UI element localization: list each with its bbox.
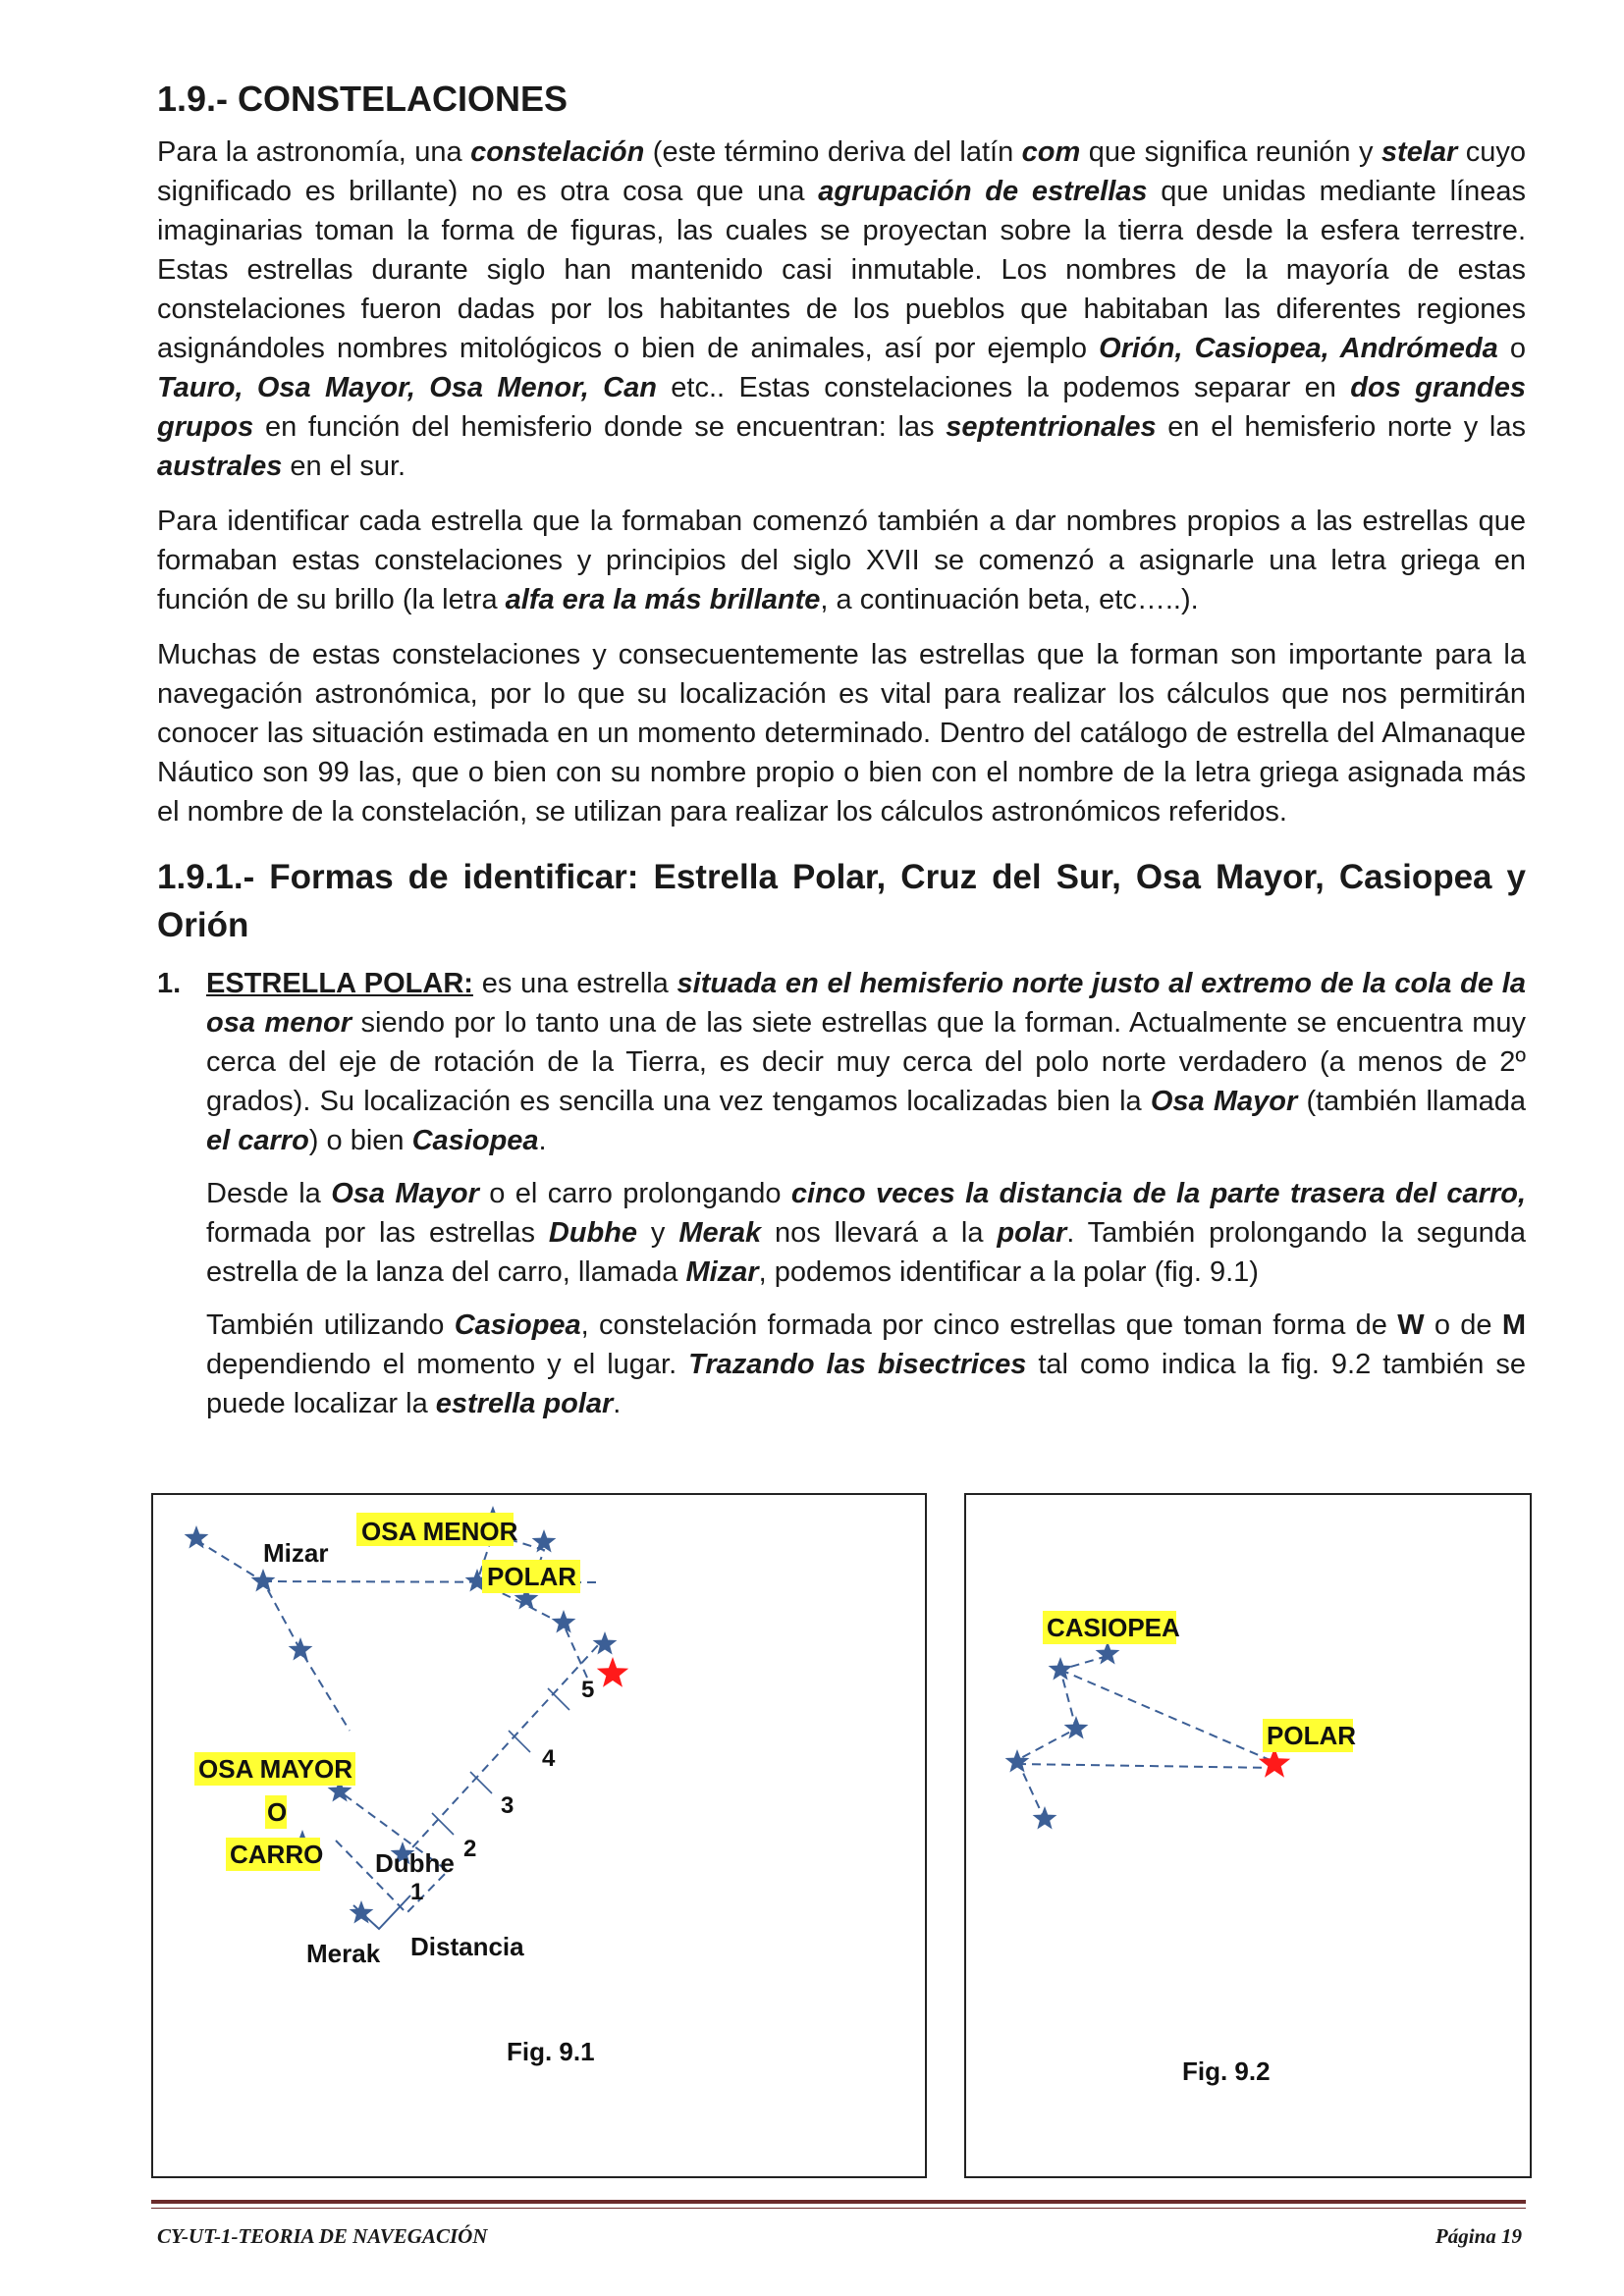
star-field <box>1005 1641 1291 1830</box>
text-run: Casiopea <box>454 1309 581 1342</box>
text-run: tal como indica la fig. 9.2 también se puede localizar la <box>206 1349 1526 1420</box>
figure-caption: Fig. 9.1 <box>507 2037 595 2066</box>
footer-page-number: Página 19 <box>1435 2224 1522 2248</box>
text-run: o de <box>1424 1309 1502 1342</box>
text-run: polar <box>997 1217 1067 1250</box>
text-run: Para identificar cada estrella que la formaban comenzó también a dar nombres propios a las estrellas que formaban estas constelaciones y principios del siglo XVII se comenzó a asignarle una letra griega en función de su brillo (la letra <box>157 505 1526 615</box>
text-run: constelación <box>470 135 645 168</box>
paragraph-osa-mayor <box>206 1174 1526 1292</box>
footer-rule <box>151 2200 1526 2204</box>
star-icon <box>1064 1716 1089 1739</box>
text-run: W <box>1397 1309 1425 1342</box>
casiopea-label: CASIOPEA <box>1047 1613 1180 1642</box>
text-run: Para la astronomía, una <box>157 135 471 168</box>
star-icon <box>593 1631 618 1655</box>
o-label: O <box>267 1797 288 1827</box>
footer-course-title: CY-UT-1-TEORIA DE NAVEGACIÓN <box>157 2224 488 2248</box>
figure-9-1 <box>151 1493 927 2178</box>
text-run: nos llevará a la <box>761 1217 998 1250</box>
text-run: (este término deriva del latín <box>644 135 1022 168</box>
text-run: . <box>538 1125 547 1157</box>
text-run: Casiopea <box>411 1125 539 1157</box>
osa-menor-label: OSA MENOR <box>361 1517 518 1546</box>
text-run: . <box>613 1388 622 1420</box>
text-run: en función del hemisferio donde se encuentran: las <box>253 410 947 443</box>
text-run: ) o bien <box>308 1125 412 1157</box>
osa-mayor-line <box>196 1540 350 1731</box>
star-icon <box>1033 1806 1057 1830</box>
text-run: australes <box>157 450 283 482</box>
text-run: alfa era la más brillante <box>505 583 821 615</box>
text-run: Osa Mayor <box>331 1178 479 1210</box>
text-run: formada por las estrellas <box>206 1217 549 1250</box>
bisector-line-2 <box>1017 1764 1274 1768</box>
text-run: agrupación de estrellas <box>818 175 1148 207</box>
text-run: cinco veces la distancia de la parte trasera del carro, <box>790 1178 1527 1210</box>
text-run: situada en el hemisferio norte justo al extremo de la cola de la osa menor <box>206 968 1526 1040</box>
mizar-star-icon <box>251 1569 276 1592</box>
text-run: Mizar <box>685 1256 759 1289</box>
paragraph-navigation: Muchas de estas constelaciones y consecuentemente las estrellas que la forman son importante para la navegación astronómica, por lo que su localización es vital para realizar los cálculos que nos permitirán conocer las situación estimada en un momento determinado. Dentro del catálogo de estrella del Almanaque Náutico son 99 las, que o bien con su nombre propio o bien con el nombre de la letra griega asignada más el nombre de la constelación, se utilizan para realizar los cálculos astronómicos referidos. <box>157 638 1526 828</box>
text-run: o <box>1497 332 1526 364</box>
polar-star-icon <box>597 1657 628 1687</box>
text-run: es una estrella <box>472 968 677 1000</box>
osa-mayor-label: OSA MAYOR <box>198 1754 352 1784</box>
tick-mark <box>470 1772 492 1793</box>
text-run: . También prolongando la segunda estrella de la lanza del carro, llamada <box>206 1217 1527 1289</box>
text-run: en el hemisferio norte y las <box>1156 410 1526 443</box>
mark-label-3: 3 <box>501 1792 514 1819</box>
tick-mark <box>548 1688 569 1710</box>
text-run: o el carro prolongando <box>478 1178 791 1210</box>
text-run: , constelación formada por cinco estrellas que toman forma de <box>580 1309 1398 1342</box>
constellation-lines <box>1017 1656 1274 1820</box>
text-run: , a continuación beta, etc…..). <box>820 583 1199 615</box>
text-run: el carro <box>206 1125 309 1157</box>
figure-9-1-drawing <box>153 1495 925 2176</box>
text-run: Desde la <box>206 1178 332 1210</box>
paragraph-naming <box>157 502 1526 619</box>
paragraph-casiopea <box>206 1306 1526 1423</box>
polar-label: POLAR <box>1267 1721 1356 1750</box>
text-run: etc.. Estas constelaciones la podemos separar en <box>656 371 1351 403</box>
polar-label: POLAR <box>487 1562 576 1591</box>
mark-label-4: 4 <box>542 1745 556 1772</box>
star-icon <box>552 1610 576 1633</box>
figure-caption: Fig. 9.2 <box>1182 2056 1271 2086</box>
casiopea-line <box>1017 1656 1108 1820</box>
distancia-label: Distancia <box>410 1932 524 1961</box>
numbered-list <box>157 964 1526 1423</box>
text-run: También utilizando <box>206 1309 455 1342</box>
figure-9-2-drawing <box>966 1495 1530 2176</box>
mark-label-1: 1 <box>410 1879 424 1905</box>
dubhe-polar-line <box>403 1644 599 1858</box>
text-run: Dubhe <box>548 1217 638 1250</box>
main-content <box>157 77 1526 1437</box>
paragraph-polar <box>206 964 1526 1160</box>
text-run: , podemos identificar a la polar (fig. 9.1) <box>758 1256 1259 1289</box>
text-run: cuyo significado es brillante) no es otra cosa que una <box>157 135 1526 207</box>
text-run: (también llamada <box>1297 1086 1527 1118</box>
text-run: en el sur. <box>282 450 406 482</box>
text-run: y <box>637 1217 679 1250</box>
star-icon <box>185 1525 209 1549</box>
star-icon <box>289 1637 313 1661</box>
text-run: stelar <box>1380 135 1458 168</box>
tick-mark <box>509 1731 530 1752</box>
text-run: estrella polar <box>435 1388 614 1420</box>
text-run: que unidas mediante líneas imaginarias toman la forma de figuras, las cuales se proyectan sobre la tierra desde la esfera terrestre. Estas estrellas durante siglo han mantenido casi inmutable. Los nombres de la mayoría de estas constelaciones fueron dadas por los habitantes de los pueblos que habitaban las diferentes regiones asignándoles nombres mitológicos o bien de animales, así por ejemplo <box>157 175 1526 364</box>
subsection-title: 1.9.1.- Formas de identificar: Estrella Polar, Cruz del Sur, Osa Mayor, Casiopea y Orión <box>157 857 1526 945</box>
text-run: Tauro, Osa Mayor, Osa Menor, Can <box>157 371 657 403</box>
bisector-line-1 <box>1060 1670 1274 1762</box>
mark-label-2: 2 <box>463 1836 477 1862</box>
merak-label: Merak <box>306 1939 381 1968</box>
text-run: Osa Mayor <box>1150 1086 1298 1118</box>
text-run: que significa reunión y <box>1080 135 1381 168</box>
mark-label-5: 5 <box>581 1677 595 1703</box>
text-run: Merak <box>678 1217 762 1250</box>
dubhe-label: Dubhe <box>375 1848 455 1878</box>
list-item <box>157 964 1526 1423</box>
text-run: Orión, Casiopea, Andrómeda <box>1099 332 1498 364</box>
text-run: Trazando las bisectrices <box>688 1349 1027 1381</box>
figure-9-2 <box>964 1493 1532 2178</box>
text-run: M <box>1501 1309 1526 1342</box>
text-run: dos grandes grupos <box>157 371 1526 443</box>
text-run: com <box>1021 135 1081 168</box>
text-run: siendo por lo tanto una de las siete estrellas que la forman. Actualmente se encuentra muy cerca del eje de rotación de la Tierra, es decir muy cerca del polo norte verdadero (a menos de 2º grados). Su localización es sencilla una vez tengamos localizadas bien la <box>206 1007 1526 1118</box>
paragraph-intro <box>157 133 1526 486</box>
text-run: septentrionales <box>946 410 1157 443</box>
star-icon <box>1005 1749 1030 1773</box>
star-icon <box>1096 1641 1120 1665</box>
list-number: 1. <box>157 968 182 1000</box>
mizar-label: Mizar <box>263 1538 329 1568</box>
section-title: 1.9.- CONSTELACIONES <box>157 79 568 119</box>
carro-label: CARRO <box>230 1840 324 1869</box>
text-run: dependiendo el momento y el lugar. <box>206 1349 689 1381</box>
footer-rule-thin <box>151 2208 1526 2209</box>
list-item-title: ESTRELLA POLAR: <box>206 968 473 1000</box>
star-icon <box>1049 1657 1073 1681</box>
